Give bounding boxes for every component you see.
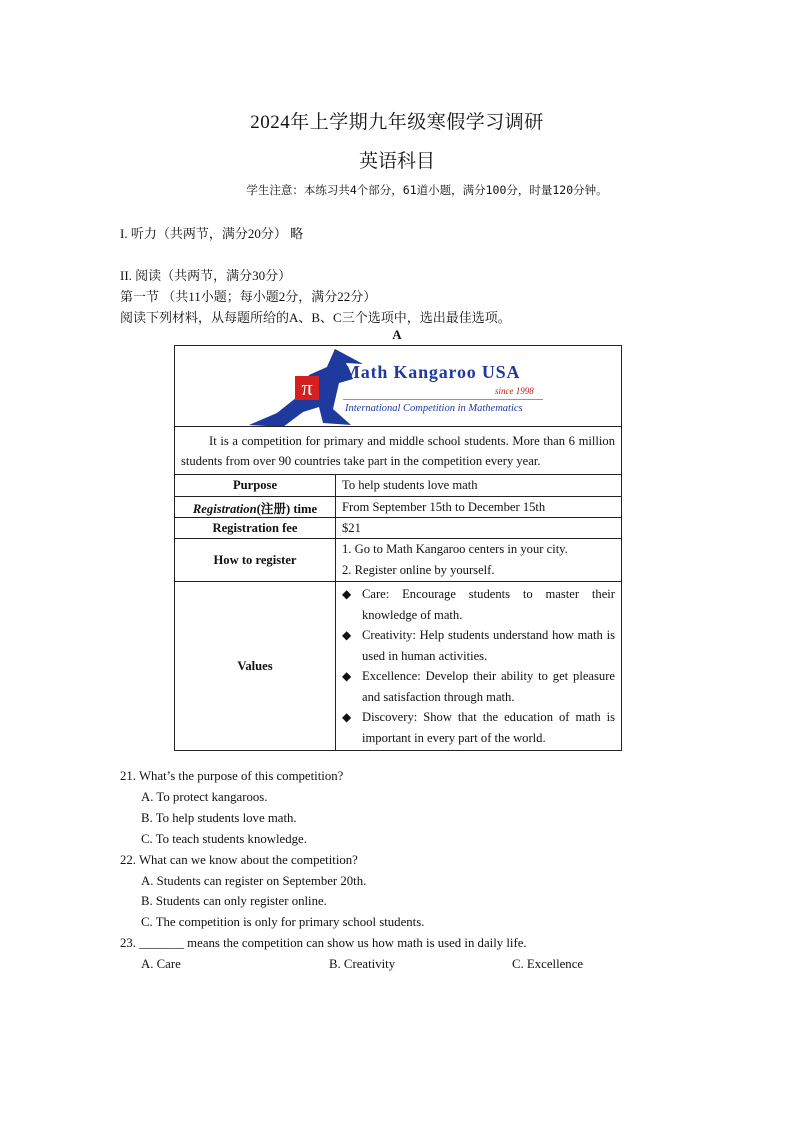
value-text: Excellence: Develop their ability to get pleasure and satisfaction through math. bbox=[362, 669, 615, 704]
option-22-c: C. The competition is only for primary school students. bbox=[141, 915, 425, 929]
value-item-discovery bbox=[342, 707, 615, 748]
reading-part-one: 第一节 （共11小题；每小题2分，满分22分） bbox=[120, 289, 377, 304]
howto-value bbox=[336, 539, 622, 582]
howto-label: How to register bbox=[175, 539, 336, 582]
option-21-c: C. To teach students knowledge. bbox=[141, 832, 307, 846]
option-22-b: B. Students can only register online. bbox=[141, 894, 327, 908]
value-text: Care: Encourage students to master their knowledge of math. bbox=[362, 587, 615, 622]
kangaroo-logo-icon bbox=[247, 346, 367, 426]
section-listening: I. 听力（共两节，满分20分） 略 bbox=[120, 226, 304, 241]
exam-subject: 英语科目 bbox=[358, 151, 435, 172]
value-item-care bbox=[342, 584, 615, 625]
registration-label-italic: Registration bbox=[192, 501, 257, 516]
registration-value: From September 15th to December 15th bbox=[336, 497, 622, 518]
values-list bbox=[336, 582, 622, 751]
value-item-creativity bbox=[342, 625, 615, 666]
value-text: Discovery: Show that the education of math is important in every part of the world. bbox=[362, 710, 615, 745]
section-reading-heading: II. 阅读（共两节，满分30分） bbox=[120, 268, 292, 283]
exam-notice: 学生注意：本练习共4个部分，61道小题，满分100分，时量120分钟。 bbox=[246, 183, 608, 197]
value-text: Creativity: Help students understand how math is used in human activities. bbox=[362, 628, 615, 663]
logo-name: Math Kangaroo USA bbox=[343, 362, 521, 382]
logo-pi-symbol: π bbox=[301, 375, 313, 400]
howto-step-1: 1. Go to Math Kangaroo centers in your city. bbox=[342, 542, 568, 556]
exam-title: 2024年上学期九年级寒假学习调研 bbox=[250, 112, 544, 133]
logo-divider bbox=[343, 399, 543, 400]
bullet-icon: ◆ bbox=[342, 587, 352, 601]
registration-label bbox=[175, 497, 336, 518]
value-item-excellence bbox=[342, 666, 615, 707]
purpose-value: To help students love math bbox=[336, 475, 622, 497]
reading-instruction: 阅读下列材料，从每题所给的A、B、C三个选项中，选出最佳选项。 bbox=[120, 310, 511, 325]
values-label: Values bbox=[175, 582, 336, 751]
fee-value: $21 bbox=[336, 518, 622, 539]
logo-tagline: International Competition in Mathematics bbox=[345, 403, 523, 414]
option-22-a: A. Students can register on September 20th. bbox=[141, 874, 367, 888]
bullet-icon: ◆ bbox=[342, 710, 352, 724]
question-21: 21. What’s the purpose of this competition? bbox=[120, 769, 344, 783]
option-23-a: A. Care bbox=[141, 957, 181, 971]
intro-cell bbox=[175, 427, 622, 475]
option-23-c: C. Excellence bbox=[512, 957, 584, 971]
passage-letter: A bbox=[392, 327, 402, 342]
bullet-icon: ◆ bbox=[342, 628, 352, 642]
question-22: 22. What can we know about the competition? bbox=[120, 853, 358, 867]
purpose-label: Purpose bbox=[175, 475, 336, 497]
competition-table bbox=[174, 345, 622, 751]
bullet-icon: ◆ bbox=[342, 669, 352, 683]
option-21-a: A. To protect kangaroos. bbox=[141, 790, 268, 804]
fee-label: Registration fee bbox=[175, 518, 336, 539]
intro-text: It is a competition for primary and middle school students. More than 6 million students from over 90 countries take part in the competition every year. bbox=[181, 434, 615, 468]
logo-cell bbox=[175, 346, 622, 427]
logo-since: since 1998 bbox=[495, 386, 534, 396]
option-23-b: B. Creativity bbox=[329, 957, 396, 971]
option-21-b: B. To help students love math. bbox=[141, 811, 297, 825]
question-23: 23. _______ means the competition can show us how math is used in daily life. bbox=[120, 936, 527, 950]
registration-label-rest: (注册) time bbox=[256, 501, 318, 516]
howto-step-2: 2. Register online by yourself. bbox=[342, 563, 495, 577]
